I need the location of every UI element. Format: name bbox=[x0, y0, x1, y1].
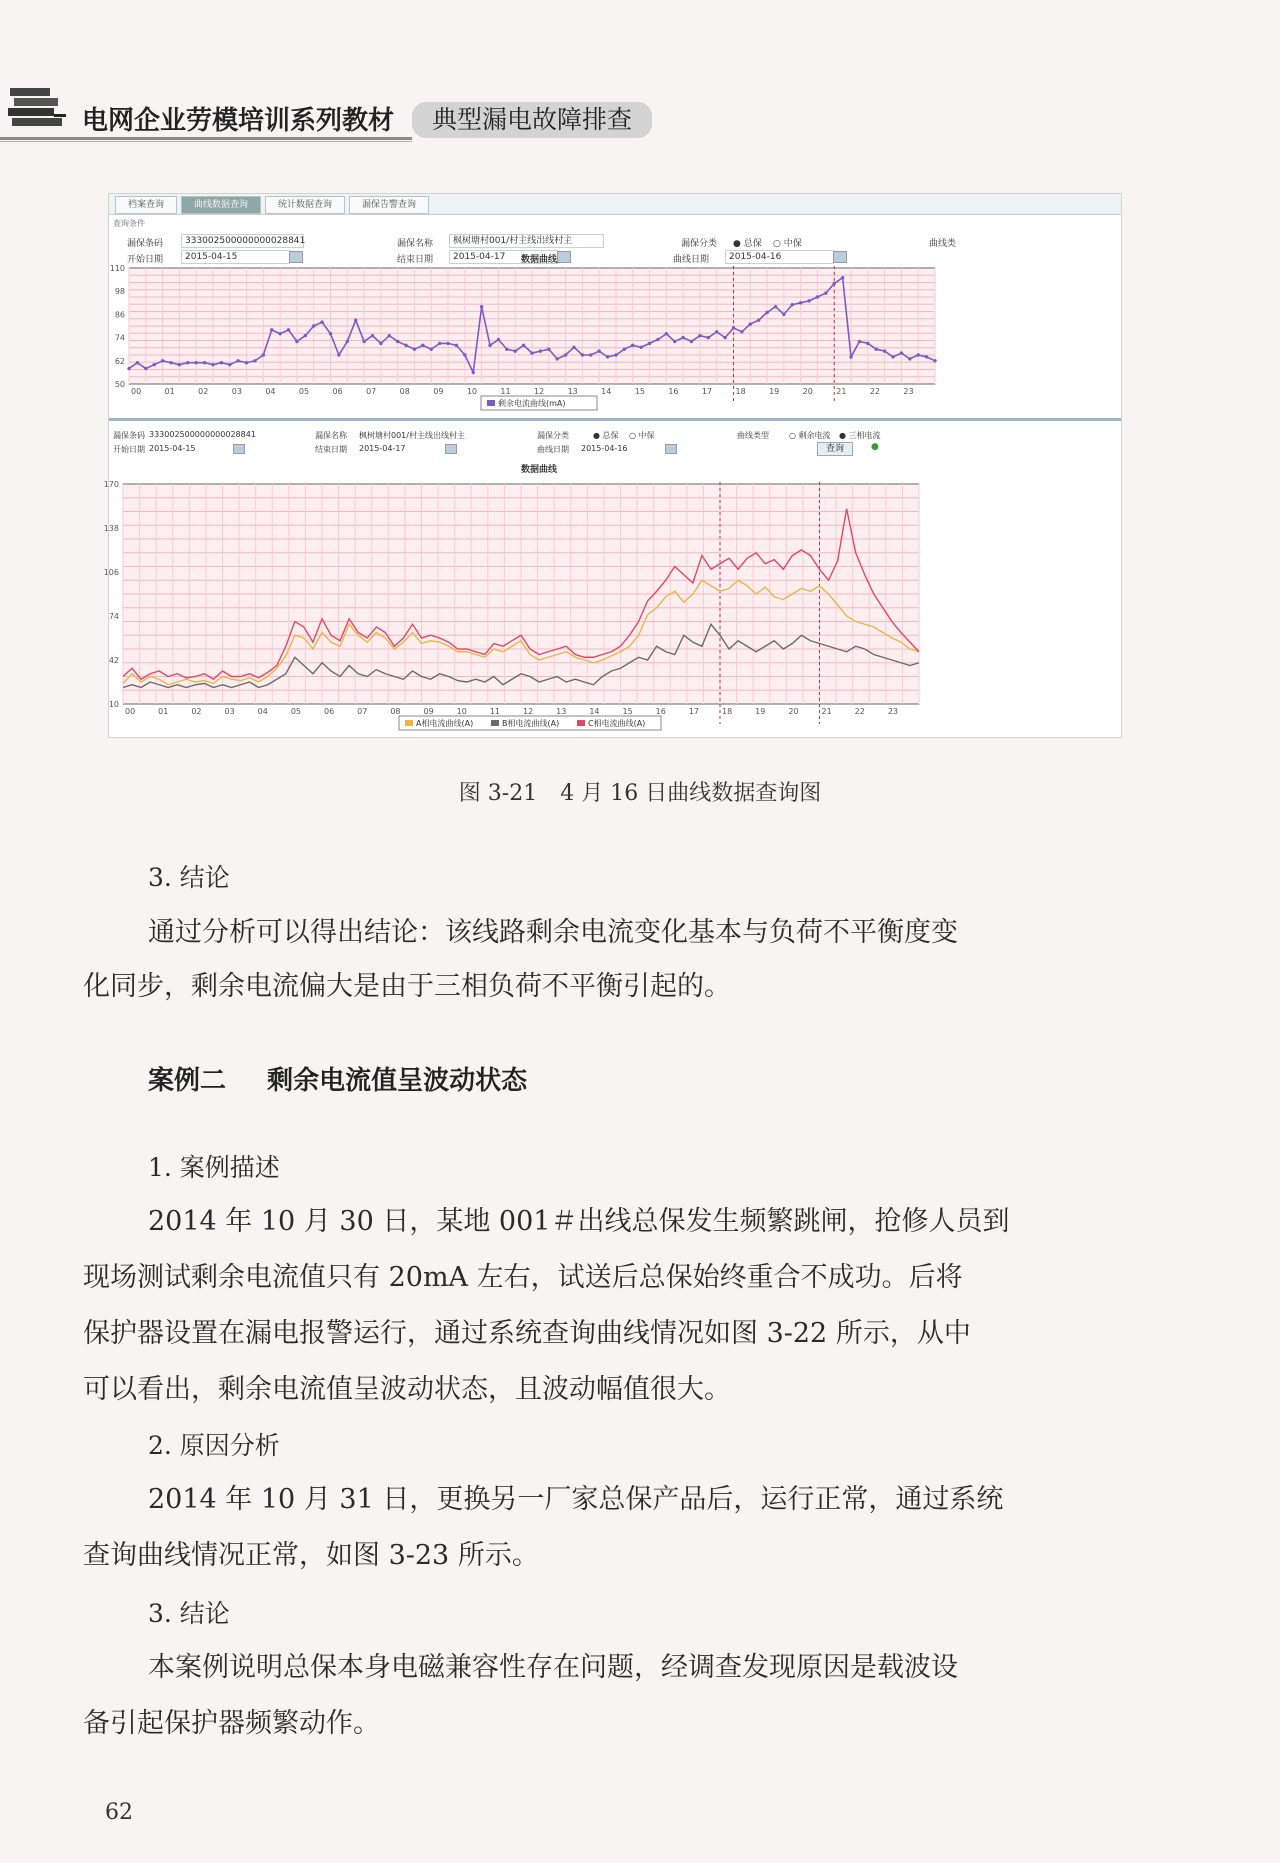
x-tick-label: 09 bbox=[433, 387, 444, 396]
y-tick-label: 74 bbox=[108, 612, 119, 621]
x-tick-label: 13 bbox=[567, 387, 578, 396]
x-tick-label: 04 bbox=[257, 707, 268, 716]
code-label: 漏保条码 bbox=[127, 239, 164, 249]
data-point bbox=[203, 361, 206, 364]
radio-middle-2[interactable]: ○ 中保 bbox=[629, 431, 655, 440]
section-heading-conclusion: 3. 结论 bbox=[148, 863, 230, 892]
query-tabs bbox=[109, 194, 1121, 215]
data-point bbox=[648, 342, 651, 345]
x-tick-label: 07 bbox=[366, 387, 377, 396]
data-point bbox=[749, 322, 752, 325]
data-point bbox=[606, 355, 609, 358]
x-tick-label: 08 bbox=[399, 387, 410, 396]
data-point bbox=[270, 328, 273, 331]
data-point bbox=[488, 344, 491, 347]
data-point bbox=[631, 344, 634, 347]
data-point bbox=[514, 349, 517, 352]
data-point bbox=[824, 291, 827, 294]
data-point bbox=[623, 348, 626, 351]
case-heading bbox=[148, 1060, 559, 1097]
code-input[interactable]: 333002500000000028841 bbox=[181, 234, 304, 248]
legend-swatch bbox=[487, 400, 495, 406]
data-point bbox=[379, 342, 382, 345]
section-divider bbox=[109, 418, 1121, 421]
y-tick-label: 106 bbox=[103, 568, 119, 577]
data-point bbox=[304, 334, 307, 337]
data-point bbox=[740, 330, 743, 333]
curve-type-label: 曲线类 bbox=[929, 239, 957, 249]
code-value-2[interactable]: 333002500000000028841 bbox=[149, 430, 256, 439]
data-point bbox=[547, 348, 550, 351]
x-tick-label: 22 bbox=[854, 707, 865, 716]
x-tick-label: 14 bbox=[589, 707, 600, 716]
paragraph-line: 通过分析可以得出结论：该线路剩余电流变化基本与负荷不平衡度变 bbox=[148, 917, 958, 948]
paragraph-line: 本案例说明总保本身电磁兼容性存在问题，经调查发现原因是载波设 bbox=[148, 1652, 958, 1683]
x-tick-label: 00 bbox=[131, 387, 142, 396]
data-point bbox=[698, 334, 701, 337]
data-point bbox=[891, 355, 894, 358]
y-tick-label: 86 bbox=[114, 310, 125, 320]
data-point bbox=[883, 349, 886, 352]
data-point bbox=[278, 332, 281, 335]
data-point bbox=[917, 353, 920, 356]
data-point bbox=[320, 320, 323, 323]
data-point bbox=[866, 342, 869, 345]
x-tick-label: 09 bbox=[423, 707, 434, 716]
book-title: 典型漏电故障排查 bbox=[412, 102, 652, 138]
figure-caption-text: 4 月 16 日曲线数据查询图 bbox=[560, 781, 822, 806]
x-tick-label: 12 bbox=[523, 707, 534, 716]
start-date-input[interactable]: 2015-04-15 bbox=[181, 250, 290, 264]
figure-caption bbox=[0, 776, 1280, 807]
data-point bbox=[581, 353, 584, 356]
type-label-2: 漏保分类 bbox=[537, 431, 569, 440]
residual-current-chart bbox=[109, 264, 1121, 414]
data-point bbox=[589, 353, 592, 356]
start-date-value-2[interactable]: 2015-04-15 bbox=[149, 444, 196, 453]
x-tick-label: 03 bbox=[231, 387, 242, 396]
data-point bbox=[782, 313, 785, 316]
radio-total-label: 总保 bbox=[743, 239, 762, 249]
data-point bbox=[295, 340, 298, 343]
radio-total-2-label: 总保 bbox=[602, 431, 619, 440]
name-label: 漏保名称 bbox=[397, 239, 434, 249]
y-tick-label: 10 bbox=[108, 700, 119, 709]
data-point bbox=[186, 361, 189, 364]
data-point bbox=[791, 303, 794, 306]
x-tick-label: 11 bbox=[489, 707, 501, 716]
data-point bbox=[673, 340, 676, 343]
data-point bbox=[337, 353, 340, 356]
page-number: 62 bbox=[105, 1800, 133, 1825]
section-heading-description: 1. 案例描述 bbox=[148, 1153, 280, 1182]
data-point bbox=[530, 351, 533, 354]
data-point bbox=[312, 324, 315, 327]
data-point bbox=[858, 340, 861, 343]
data-point bbox=[421, 344, 424, 347]
calendar-icon[interactable] bbox=[233, 444, 245, 454]
x-tick-label: 11 bbox=[500, 387, 511, 396]
radio-total-2[interactable]: ● 总保 bbox=[593, 431, 619, 440]
data-point bbox=[723, 336, 726, 339]
x-tick-label: 06 bbox=[324, 707, 335, 716]
data-point bbox=[136, 361, 139, 364]
x-tick-label: 08 bbox=[390, 707, 401, 716]
end-date-input[interactable]: 2015-04-17 bbox=[449, 250, 558, 264]
data-point bbox=[925, 355, 928, 358]
paragraph-line: 现场测试剩余电流值只有 20mA 左右，试送后总保始终重合不成功。后将 bbox=[83, 1262, 963, 1293]
data-point bbox=[463, 353, 466, 356]
calendar-icon[interactable] bbox=[833, 251, 847, 263]
data-point bbox=[438, 342, 441, 345]
x-tick-label: 01 bbox=[158, 707, 169, 716]
data-point bbox=[841, 276, 844, 279]
x-tick-label: 16 bbox=[655, 707, 666, 716]
data-point bbox=[681, 336, 684, 339]
data-point bbox=[220, 361, 223, 364]
data-point bbox=[539, 349, 542, 352]
radio-middle[interactable]: ○ 中保 bbox=[773, 239, 802, 249]
x-tick-label: 14 bbox=[601, 387, 612, 396]
x-tick-label: 15 bbox=[622, 707, 633, 716]
x-tick-label: 23 bbox=[903, 387, 914, 396]
y-tick-label: 74 bbox=[114, 333, 125, 343]
legend-label: 剩余电流曲线(mA) bbox=[498, 399, 566, 408]
x-tick-label: 04 bbox=[265, 387, 276, 396]
radio-three-phase-label: 三相电流 bbox=[848, 431, 881, 440]
curve-date-value-2[interactable]: 2015-04-16 bbox=[581, 444, 628, 453]
radio-total[interactable]: ● 总保 bbox=[733, 239, 762, 249]
x-tick-label: 20 bbox=[788, 707, 799, 716]
radio-three-phase[interactable]: ● 三相电流 bbox=[839, 431, 881, 440]
data-point bbox=[497, 338, 500, 341]
section-heading-conclusion-2: 3. 结论 bbox=[148, 1599, 230, 1628]
x-tick-label: 15 bbox=[634, 387, 645, 396]
data-point bbox=[480, 305, 483, 308]
data-point bbox=[799, 301, 802, 304]
x-tick-label: 10 bbox=[466, 387, 478, 396]
data-point bbox=[555, 357, 558, 360]
x-tick-label: 17 bbox=[688, 707, 700, 716]
radio-middle-2-label: 中保 bbox=[638, 431, 655, 440]
x-tick-label: 23 bbox=[887, 707, 899, 716]
x-tick-label: 13 bbox=[556, 707, 567, 716]
x-tick-label: 19 bbox=[769, 387, 780, 396]
data-point bbox=[169, 361, 172, 364]
data-point bbox=[228, 363, 231, 366]
data-point bbox=[522, 344, 525, 347]
data-point bbox=[933, 359, 936, 362]
paragraph-line: 可以看出，剩余电流值呈波动状态，且波动幅值很大。 bbox=[83, 1374, 731, 1405]
end-date-value-2[interactable]: 2015-04-17 bbox=[359, 444, 406, 453]
data-point bbox=[807, 299, 810, 302]
tab-alarm-query[interactable]: 漏保告警查询 bbox=[349, 196, 429, 214]
y-tick-label: 98 bbox=[114, 287, 125, 297]
name-label-2: 漏保名称 bbox=[315, 431, 347, 440]
data-point bbox=[639, 346, 642, 349]
y-tick-label: 170 bbox=[103, 480, 119, 489]
legend-swatch bbox=[491, 720, 499, 726]
data-point bbox=[757, 319, 760, 322]
legend-label: C相电流曲线(A) bbox=[588, 719, 646, 728]
header-rule-thin bbox=[0, 141, 412, 142]
type-label: 漏保分类 bbox=[681, 239, 718, 249]
legend-label: B相电流曲线(A) bbox=[502, 719, 560, 728]
data-point bbox=[346, 340, 349, 343]
chart1-title: 数据曲线 bbox=[521, 255, 558, 265]
data-point bbox=[178, 363, 181, 366]
data-point bbox=[849, 355, 852, 358]
data-point bbox=[404, 344, 407, 347]
calendar-icon[interactable] bbox=[665, 444, 677, 454]
data-point bbox=[816, 295, 819, 298]
x-tick-label: 02 bbox=[198, 387, 209, 396]
x-tick-label: 17 bbox=[701, 387, 713, 396]
books-logo-icon bbox=[6, 84, 68, 128]
data-point bbox=[446, 342, 449, 345]
x-tick-label: 07 bbox=[357, 707, 368, 716]
data-point bbox=[690, 340, 693, 343]
start-date-label-2: 开始日期 bbox=[113, 445, 145, 454]
x-tick-label: 16 bbox=[668, 387, 679, 396]
data-point bbox=[144, 367, 147, 370]
x-tick-label: 10 bbox=[456, 707, 467, 716]
curve-date-label: 曲线日期 bbox=[673, 255, 710, 265]
data-point bbox=[665, 332, 668, 335]
paragraph-line: 化同步，剩余电流偏大是由于三相负荷不平衡引起的。 bbox=[83, 971, 731, 1002]
data-point bbox=[564, 353, 567, 356]
legend-swatch bbox=[405, 720, 413, 726]
data-point bbox=[715, 330, 718, 333]
x-tick-label: 05 bbox=[298, 387, 310, 396]
curve-type-label-2: 曲线类型 bbox=[737, 431, 769, 440]
data-point bbox=[161, 359, 164, 362]
data-point bbox=[413, 348, 416, 351]
calendar-icon[interactable] bbox=[557, 251, 571, 263]
radio-residual[interactable]: ○ 剩余电流 bbox=[789, 431, 831, 440]
x-tick-label: 21 bbox=[836, 387, 847, 396]
data-point bbox=[656, 338, 659, 341]
calendar-icon[interactable] bbox=[289, 251, 303, 263]
y-tick-label: 42 bbox=[108, 656, 119, 665]
x-tick-label: 01 bbox=[164, 387, 175, 396]
tab-curve-query[interactable]: 曲线数据查询 bbox=[181, 196, 261, 214]
chart2-title: 数据曲线 bbox=[521, 465, 558, 475]
series-title: 电网企业劳模培训系列教材 bbox=[82, 106, 395, 136]
header-rule bbox=[0, 137, 412, 140]
data-point bbox=[194, 361, 197, 364]
x-tick-label: 18 bbox=[722, 707, 733, 716]
paragraph-line: 备引起保护器频繁动作。 bbox=[83, 1708, 380, 1739]
curve-date-label-2: 曲线日期 bbox=[537, 445, 569, 454]
data-point bbox=[614, 353, 617, 356]
figure-number: 图 3-21 bbox=[458, 781, 538, 806]
x-tick-label: 02 bbox=[191, 707, 202, 716]
data-point bbox=[900, 351, 903, 354]
query-button[interactable]: 查询 bbox=[817, 442, 853, 456]
x-tick-label: 03 bbox=[224, 707, 235, 716]
section-heading-cause: 2. 原因分析 bbox=[148, 1431, 280, 1460]
query-condition-label: 查询条件 bbox=[113, 219, 145, 228]
x-tick-label: 19 bbox=[755, 707, 766, 716]
y-tick-label: 138 bbox=[103, 524, 119, 533]
data-point bbox=[833, 282, 836, 285]
legend-swatch bbox=[577, 720, 585, 726]
data-point bbox=[127, 367, 130, 370]
data-point bbox=[354, 319, 357, 322]
data-point bbox=[505, 348, 508, 351]
case-number: 案例二 bbox=[148, 1066, 227, 1096]
name-input[interactable]: 枫树塘村001/村主线出线村主 bbox=[449, 234, 604, 248]
paragraph-line: 2014 年 10 月 31 日，更换另一厂家总保产品后，运行正常，通过系统 bbox=[148, 1484, 1004, 1515]
case-title: 剩余电流值呈波动状态 bbox=[267, 1066, 528, 1096]
data-point bbox=[572, 346, 575, 349]
data-point bbox=[287, 328, 290, 331]
legend-label: A相电流曲线(A) bbox=[416, 719, 474, 728]
end-date-label: 结束日期 bbox=[397, 255, 434, 265]
name-value-2[interactable]: 枫树塘村001/村主线出线村主 bbox=[359, 431, 465, 440]
data-point bbox=[396, 340, 399, 343]
x-tick-label: 05 bbox=[290, 707, 302, 716]
data-point bbox=[774, 305, 777, 308]
data-point bbox=[430, 348, 433, 351]
paragraph-line: 查询曲线情况正常，如图 3-23 所示。 bbox=[83, 1540, 539, 1571]
x-tick-label: 20 bbox=[802, 387, 813, 396]
x-tick-label: 18 bbox=[735, 387, 746, 396]
curve-date-input[interactable]: 2015-04-16 bbox=[725, 250, 834, 264]
data-point bbox=[472, 371, 475, 374]
data-point bbox=[253, 359, 256, 362]
data-point bbox=[236, 359, 239, 362]
x-tick-label: 06 bbox=[332, 387, 343, 396]
paragraph-line: 2014 年 10 月 30 日，某地 001＃出线总保发生频繁跳闸，抢修人员到 bbox=[148, 1206, 1010, 1237]
tab-archive-query[interactable]: 档案查询 bbox=[115, 196, 177, 214]
data-point bbox=[597, 349, 600, 352]
paragraph-line: 保护器设置在漏电报警运行，通过系统查询曲线情况如图 3-22 所示，从中 bbox=[83, 1318, 971, 1349]
code-label-2: 漏保条码 bbox=[113, 431, 145, 440]
data-point bbox=[371, 334, 374, 337]
data-point bbox=[875, 348, 878, 351]
calendar-icon[interactable] bbox=[445, 444, 457, 454]
data-point bbox=[362, 340, 365, 343]
x-tick-label: 21 bbox=[821, 707, 832, 716]
y-tick-label: 50 bbox=[114, 380, 125, 389]
data-point bbox=[388, 334, 391, 337]
export-icon[interactable]: ● bbox=[871, 442, 879, 452]
data-point bbox=[908, 357, 911, 360]
data-point bbox=[707, 336, 710, 339]
data-point bbox=[262, 353, 265, 356]
data-point bbox=[152, 363, 155, 366]
radio-residual-label: 剩余电流 bbox=[798, 431, 831, 440]
end-date-label-2: 结束日期 bbox=[315, 445, 347, 454]
data-point bbox=[211, 363, 214, 366]
x-tick-label: 22 bbox=[869, 387, 881, 396]
three-phase-current-chart bbox=[103, 474, 1121, 734]
x-tick-label: 12 bbox=[534, 387, 545, 396]
data-point bbox=[245, 361, 248, 364]
figure-screenshot bbox=[103, 193, 1122, 738]
y-tick-label: 110 bbox=[109, 264, 125, 273]
tab-statistics-query[interactable]: 统计数据查询 bbox=[265, 196, 345, 214]
radio-middle-label: 中保 bbox=[783, 239, 802, 249]
y-tick-label: 62 bbox=[114, 356, 125, 366]
data-point bbox=[765, 311, 768, 314]
data-point bbox=[455, 344, 458, 347]
data-point bbox=[732, 326, 735, 329]
start-date-label: 开始日期 bbox=[127, 255, 164, 265]
x-tick-label: 00 bbox=[125, 707, 136, 716]
data-point bbox=[329, 332, 332, 335]
